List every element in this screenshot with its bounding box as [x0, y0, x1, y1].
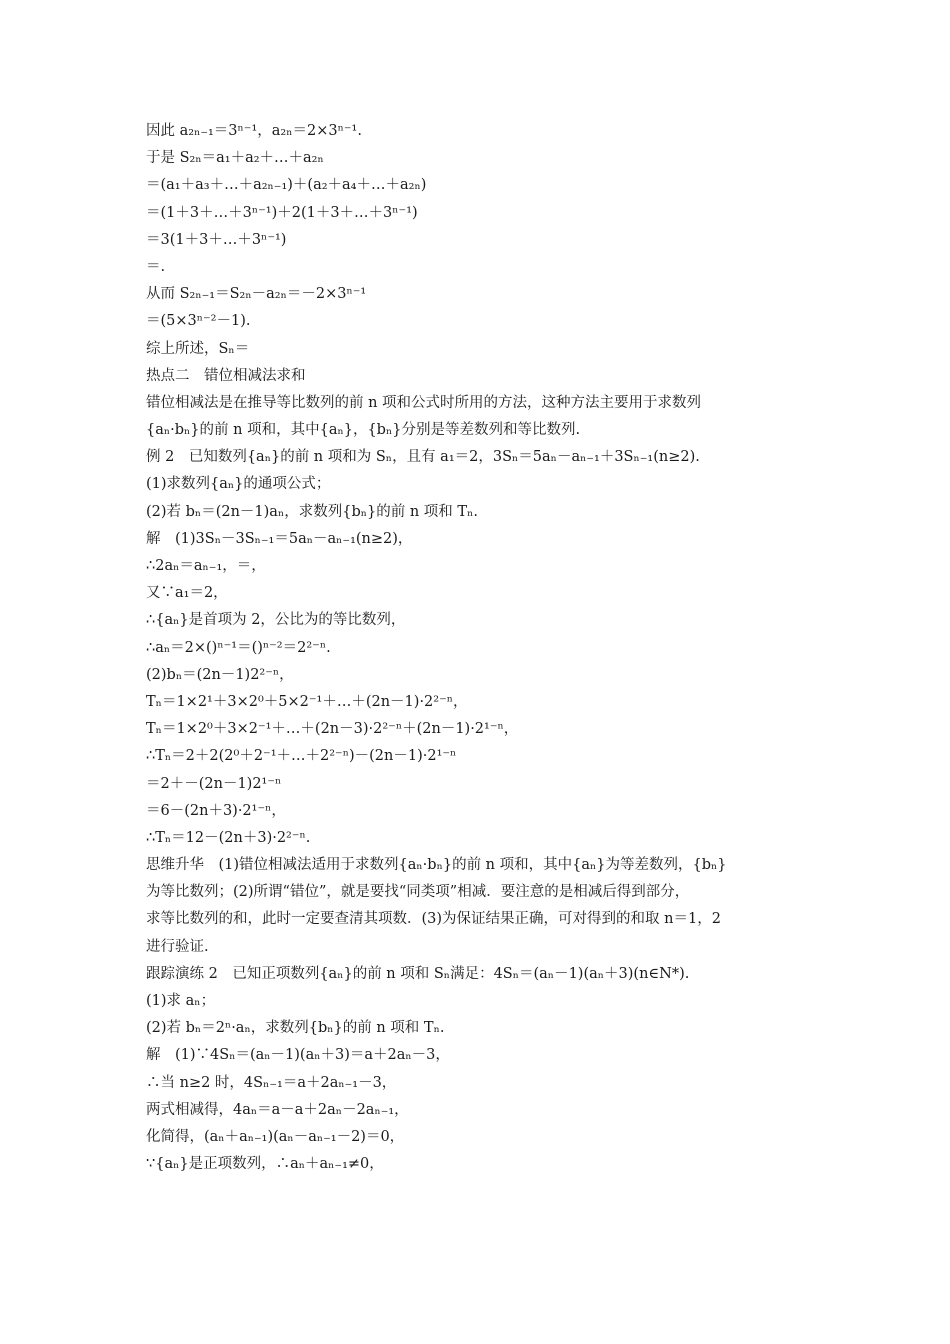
text-line: 综上所述，Sₙ＝ [146, 340, 250, 357]
text-line: ＝. [146, 258, 166, 275]
summary-line: 思维升华 (1)错位相减法适用于求数列{aₙ·bₙ}的前 n 项和，其中{aₙ}为等差数列，{bₙ} [146, 857, 727, 874]
text-line: ∴aₙ＝2×()ⁿ⁻¹＝()ⁿ⁻²＝2²⁻ⁿ. [146, 639, 331, 656]
text-line: ∴Tₙ＝2＋2(2⁰＋2⁻¹＋…＋2²⁻ⁿ)－(2n－1)·2¹⁻ⁿ [146, 748, 457, 765]
text-line: ＝2＋－(2n－1)2¹⁻ⁿ [146, 775, 282, 792]
solution-line: 解 (1)3Sₙ－3Sₙ₋₁＝5aₙ－aₙ₋₁(n≥2)， [146, 530, 413, 547]
text-line: ＝(a₁＋a₃＋…＋a₂ₙ₋₁)＋(a₂＋a₄＋…＋a₂ₙ) [146, 177, 427, 194]
text-line: ∴2aₙ＝aₙ₋₁，＝， [146, 558, 266, 574]
text-line: Tₙ＝1×2¹＋3×2⁰＋5×2⁻¹＋…＋(2n－1)·2²⁻ⁿ， [146, 693, 468, 710]
text-line: (2)若 bₙ＝(2n－1)aₙ，求数列{bₙ}的前 n 项和 Tₙ. [146, 503, 478, 520]
section-heading: 热点二 错位相减法求和 [146, 367, 306, 384]
summary-line: 求等比数列的和，此时一定要查清其项数．(3)为保证结果正确，可对得到的和取 n＝1，2 [146, 911, 721, 928]
text-line: (2)若 bₙ＝2ⁿ·aₙ，求数列{bₙ}的前 n 项和 Tₙ. [146, 1020, 445, 1037]
document-body [146, 118, 826, 1178]
text-line: ＝3(1＋3＋…＋3ⁿ⁻¹) [146, 231, 287, 248]
text-line: ＝(1＋3＋…＋3ⁿ⁻¹)＋2(1＋3＋…＋3ⁿ⁻¹) [146, 204, 418, 221]
example-heading: 例 2 已知数列{aₙ}的前 n 项和为 Sₙ，且有 a₁＝2，3Sₙ＝5aₙ－aₙ₋₁＋3Sₙ₋₁(n≥2). [146, 449, 700, 466]
summary-line: 为等比数列；(2)所谓“错位”，就是要找“同类项”相减．要注意的是相减后得到部分， [146, 884, 690, 901]
solution-line: 解 (1)∵4Sₙ＝(aₙ－1)(aₙ＋3)＝a＋2aₙ－3， [146, 1047, 450, 1064]
text-line: (1)求 aₙ； [146, 993, 216, 1009]
text-line: 错位相减法是在推导等比数列的前 n 项和公式时所用的方法，这种方法主要用于求数列 [146, 394, 702, 411]
text-line: 于是 S₂ₙ＝a₁＋a₂＋…＋a₂ₙ [146, 150, 324, 167]
text-line: 从而 S₂ₙ₋₁＝S₂ₙ－a₂ₙ＝－2×3ⁿ⁻¹ [146, 286, 367, 303]
text-line: 两式相减得，4aₙ＝a－a＋2aₙ－2aₙ₋₁， [146, 1101, 409, 1118]
text-line: 化简得，(aₙ＋aₙ₋₁)(aₙ－aₙ₋₁－2)＝0， [146, 1128, 405, 1145]
text-line: (2)bₙ＝(2n－1)2²⁻ⁿ， [146, 666, 294, 683]
text-line: 又∵a₁＝2， [146, 585, 228, 602]
text-line: ＝6－(2n＋3)·2¹⁻ⁿ， [146, 802, 286, 819]
text-line: ∴Tₙ＝12－(2n＋3)·2²⁻ⁿ. [146, 829, 311, 846]
text-line: ∴当 n≥2 时，4Sₙ₋₁＝a＋2aₙ₋₁－3， [146, 1074, 397, 1091]
text-line: ∵{aₙ}是正项数列，∴aₙ＋aₙ₋₁≠0， [146, 1156, 384, 1173]
text-line: Tₙ＝1×2⁰＋3×2⁻¹＋…＋(2n－3)·2²⁻ⁿ＋(2n－1)·2¹⁻ⁿ， [146, 721, 519, 738]
exercise-heading: 跟踪演练 2 已知正项数列{aₙ}的前 n 项和 Sₙ满足：4Sₙ＝(aₙ－1)(aₙ＋3)(n∈N*). [146, 965, 690, 982]
text-line: ∴{aₙ}是首项为 2，公比为的等比数列， [146, 612, 406, 629]
text-line: 因此 a₂ₙ₋₁＝3ⁿ⁻¹，a₂ₙ＝2×3ⁿ⁻¹. [146, 123, 362, 139]
text-line: ＝(5×3ⁿ⁻²－1). [146, 313, 251, 330]
summary-line: 进行验证. [146, 938, 209, 955]
text-line: {aₙ·bₙ}的前 n 项和，其中{aₙ}，{bₙ}分别是等差数列和等比数列. [146, 422, 581, 439]
text-line: (1)求数列{aₙ}的通项公式； [146, 476, 331, 493]
